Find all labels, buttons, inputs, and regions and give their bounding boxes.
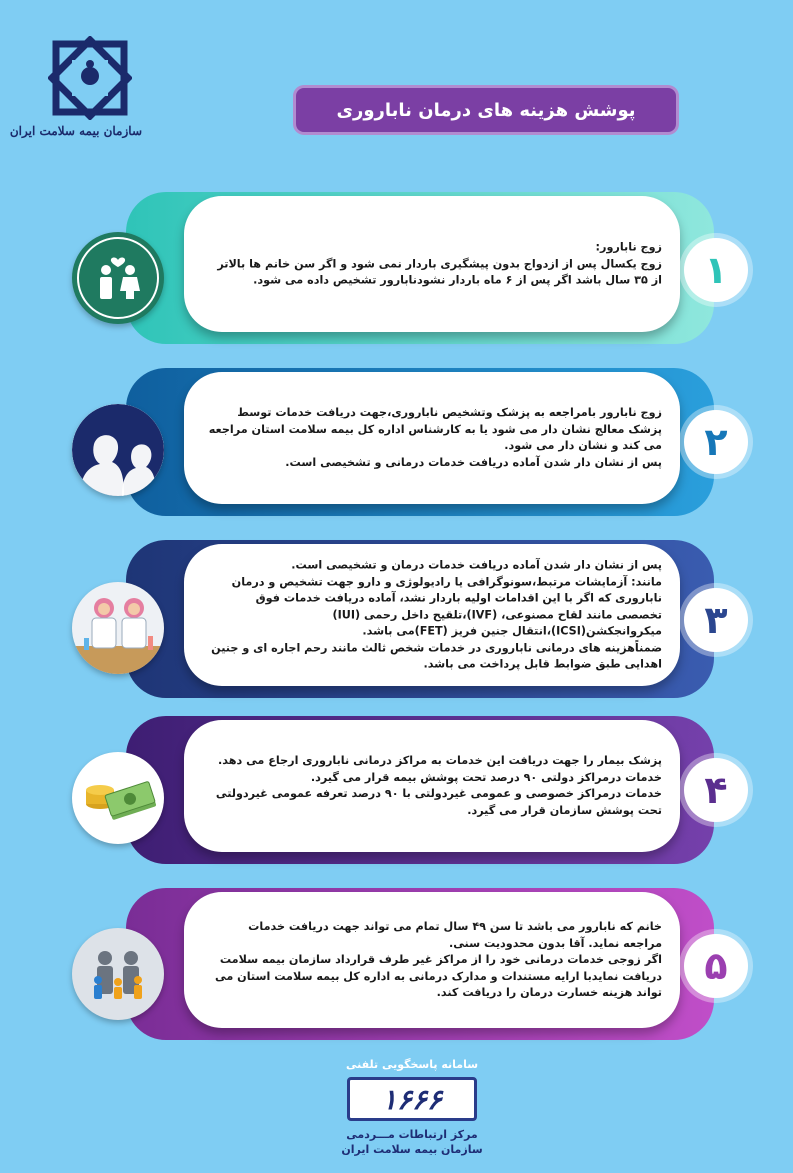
- step-5-number: ۵: [684, 934, 748, 998]
- step-3: [84, 540, 748, 698]
- page-title: پوشش هزینه های درمان ناباروری: [336, 99, 636, 121]
- step-1-number: ١: [684, 238, 748, 302]
- page-title-box: [296, 88, 676, 132]
- step-4-text: پزشک بیمار را جهت دریافت این خدمات به مراکز درمانی ناباروری ارجاع می دهد. خدمات درمراکز دولتی ۹۰ درصد تحت پوشش بیمه قرار می گیرد. خدمات درمراکز خصوصی و عمومی غیردولتی با ۹۰ درصد تعرفه عمومی غیردولتی تحت پوشش سازمان قرار می گیرد.: [215, 754, 662, 817]
- hotline-org: سازمان بیمه سلامت ایران: [341, 1143, 483, 1156]
- hotline-center: مرکز ارتباطات مـــردمی: [346, 1128, 478, 1141]
- logo: [9, 36, 142, 138]
- step-4: [84, 716, 748, 864]
- step-2-number: ۲: [684, 410, 748, 474]
- money-coins-icon: [72, 752, 164, 844]
- hotline-number[interactable]: ۱۶۶۶: [347, 1077, 477, 1121]
- step-4-number: ۴: [684, 758, 748, 822]
- step-3-text: پس از نشان دار شدن آماده دریافت خدمات درمان و تشخیصی است. مانند: آزمایشات مرتبط،سونوگرافی یا رادیولوژی و دارو جهت تشخیص و درمان ناباروری که اگر با این اقدامات اولیه باردار نشد، آماده دریافت خدمات فوق تخصصی مانند لقاح مصنوعی، (IVF)،تلقیح داخل رحمی (IUI) میکروانجکشن(ICSI)،انتقال جنین فریز (FET)می باشد. ضمناًهزینه های درمانی ناباروری در خدمات شخص ثالث مانند رحم اجاره ای و جنین اهدایی طبق ضوابط قابل پرداخت می باشد.: [211, 558, 662, 671]
- step-3-number: ۳: [684, 588, 748, 652]
- family-icon: [72, 928, 164, 1020]
- logo-text: سازمان بیمه سلامت ایران: [9, 124, 142, 138]
- step-1: [84, 192, 748, 344]
- couple-heart-icon: [72, 232, 164, 324]
- couple-silhouette-icon: [72, 404, 164, 496]
- hotline-label: سامانه پاسخگویی تلفنی: [345, 1058, 479, 1071]
- step-2-text: زوج نابارور بامراجعه به پزشک وتشخیص ناباروری،جهت دریافت خدمات توسط پزشک معالج نشان دار می شود یا به کارشناس اداره کل بیمه سلامت استان مراجعه می کند و نشان دار می شود. پس از نشان دار شدن آماده دریافت خدمات درمانی و تشخیصی است.: [208, 406, 662, 469]
- step-5-text: خانم که نابارور می باشد تا سن ۴۹ سال تمام می تواند جهت دریافت خدمات مراجعه نماید. آقا بدون محدودیت سنی. اگر زوجی خدمات درمانی خود را از مراکز غیر طرف قرارداد سازمان بیمه سلامت دریافت نمایدبا ارایه مستندات و مدارک درمانی به اداره کل بیمه سلامت استان می تواند هزینه خسارت درمان را دریافت کند.: [215, 919, 662, 999]
- lab-doctors-icon: [72, 582, 164, 674]
- hotline-footer: [330, 1058, 494, 1157]
- insurance-logo-icon: [48, 36, 132, 120]
- step-1-text: زوج نابارور: زوج یکسال پس از ازدواج بدون پیشگیری باردار نمی شود و اگر سن خانم ها بالاتر از ۳۵ سال باشد اگر پس از ۶ ماه باردار نشودنابارور تشخیص داده می شود.: [217, 240, 662, 287]
- step-5: [84, 888, 748, 1040]
- step-2: [84, 368, 748, 516]
